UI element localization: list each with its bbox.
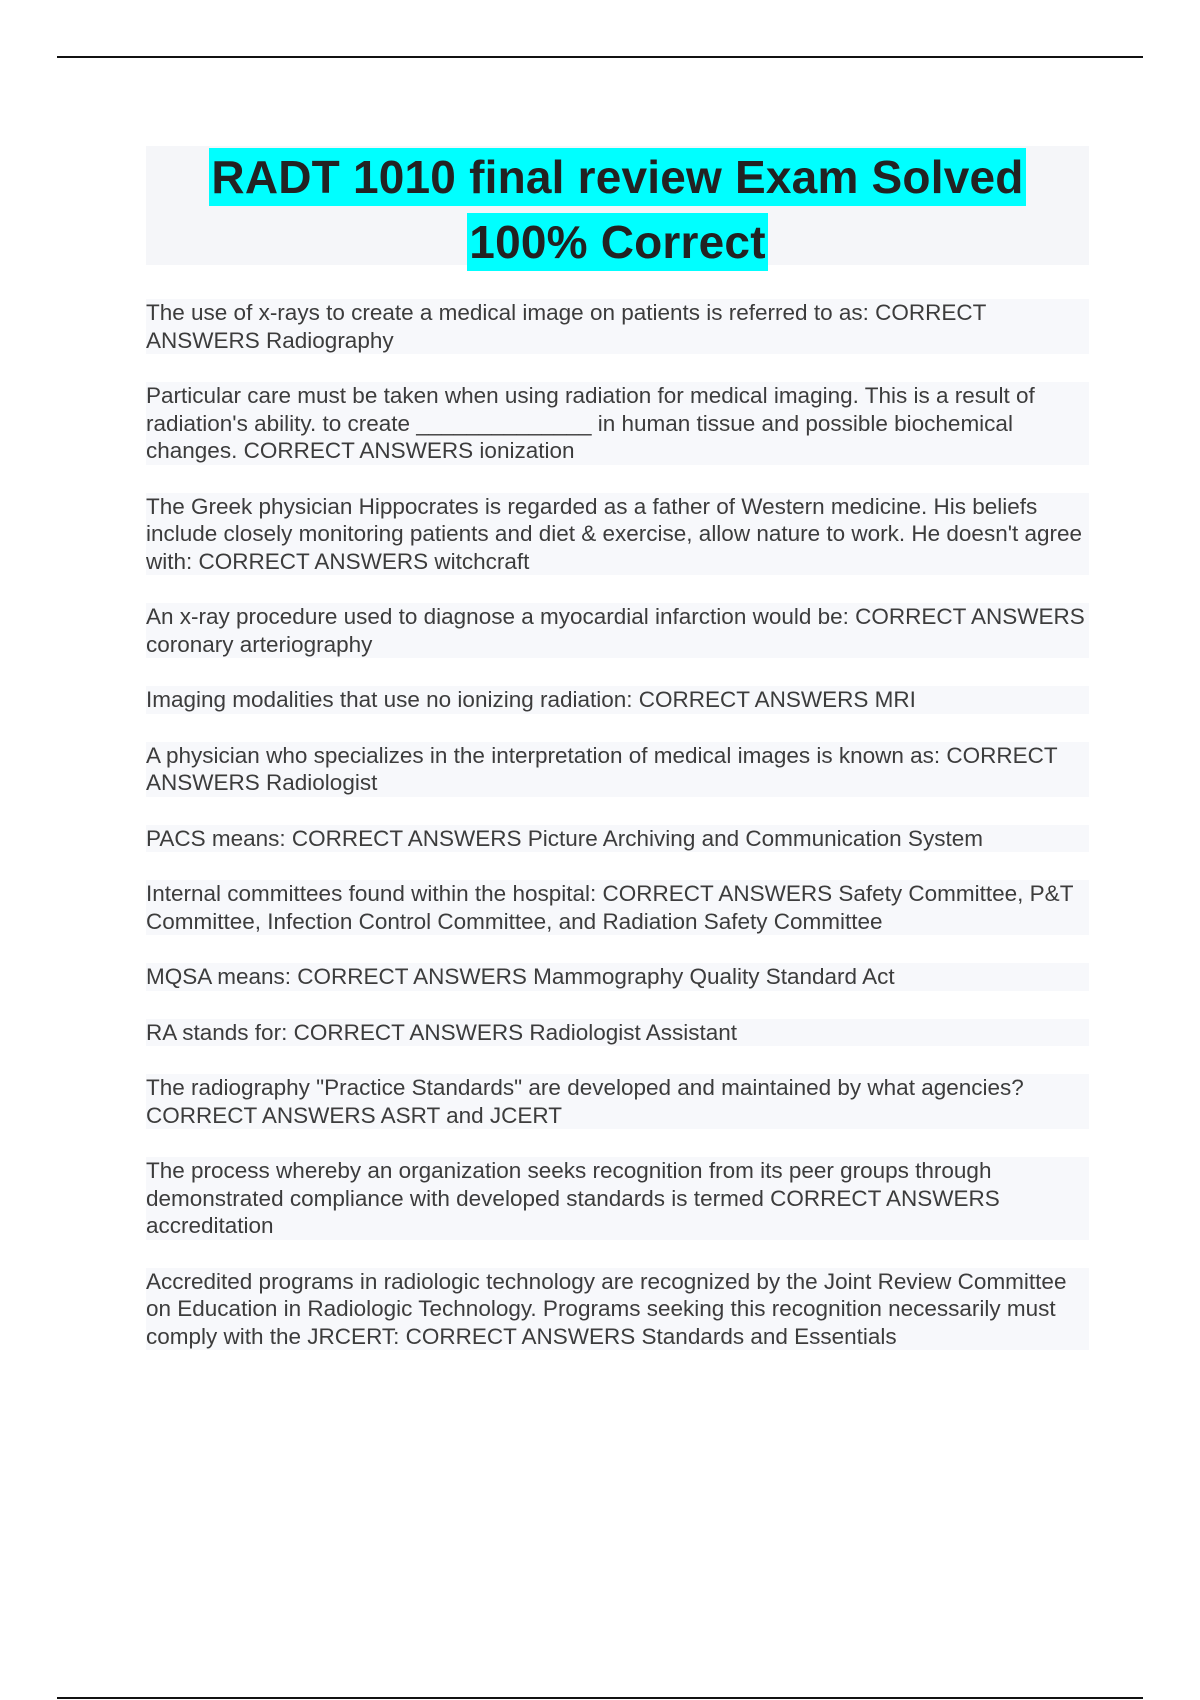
- bottom-rule: [57, 1697, 1143, 1699]
- qa-item: MQSA means: CORRECT ANSWERS Mammography Quality Standard Act: [146, 963, 1089, 991]
- qa-item: The use of x-rays to create a medical image on patients is referred to as: CORRECT ANSWERS Radiography: [146, 299, 1089, 354]
- qa-item: An x-ray procedure used to diagnose a myocardial infarction would be: CORRECT ANSWERS coronary arteriography: [146, 603, 1089, 658]
- qa-item: A physician who specializes in the interpretation of medical images is known as: CORRECT ANSWERS Radiologist: [146, 742, 1089, 797]
- qa-item: The radiography "Practice Standards" are developed and maintained by what agencies? CORRECT ANSWERS ASRT and JCERT: [146, 1074, 1089, 1129]
- qa-item: Particular care must be taken when using radiation for medical imaging. This is a result of radiation's ability. to create ______________ in human tissue and possible biochemical changes. CORRECT ANSWERS ionization: [146, 382, 1089, 465]
- title-line-1: RADT 1010 final review Exam Solved: [209, 148, 1025, 206]
- qa-item: Imaging modalities that use no ionizing radiation: CORRECT ANSWERS MRI: [146, 686, 1089, 714]
- qa-item: Accredited programs in radiologic technology are recognized by the Joint Review Committee on Education in Radiologic Technology. Programs seeking this recognition necessarily must comply with the JRCERT: CORRECT ANSWERS Standards and Essentials: [146, 1268, 1089, 1351]
- qa-item: RA stands for: CORRECT ANSWERS Radiologist Assistant: [146, 1019, 1089, 1047]
- top-rule: [57, 56, 1143, 58]
- qa-item: The process whereby an organization seeks recognition from its peer groups through demonstrated compliance with developed standards is termed CORRECT ANSWERS accreditation: [146, 1157, 1089, 1240]
- qa-item: PACS means: CORRECT ANSWERS Picture Archiving and Communication System: [146, 825, 1089, 853]
- question-answer-list: [146, 299, 1089, 1378]
- qa-item: The Greek physician Hippocrates is regarded as a father of Western medicine. His beliefs include closely monitoring patients and diet & exercise, allow nature to work. He doesn't agree with: CORRECT ANSWERS witchcraft: [146, 493, 1089, 576]
- qa-item: Internal committees found within the hospital: CORRECT ANSWERS Safety Committee, P&T Committee, Infection Control Committee, and Radiation Safety Committee: [146, 880, 1089, 935]
- document-title: [146, 146, 1089, 268]
- title-line-2: 100% Correct: [467, 213, 767, 271]
